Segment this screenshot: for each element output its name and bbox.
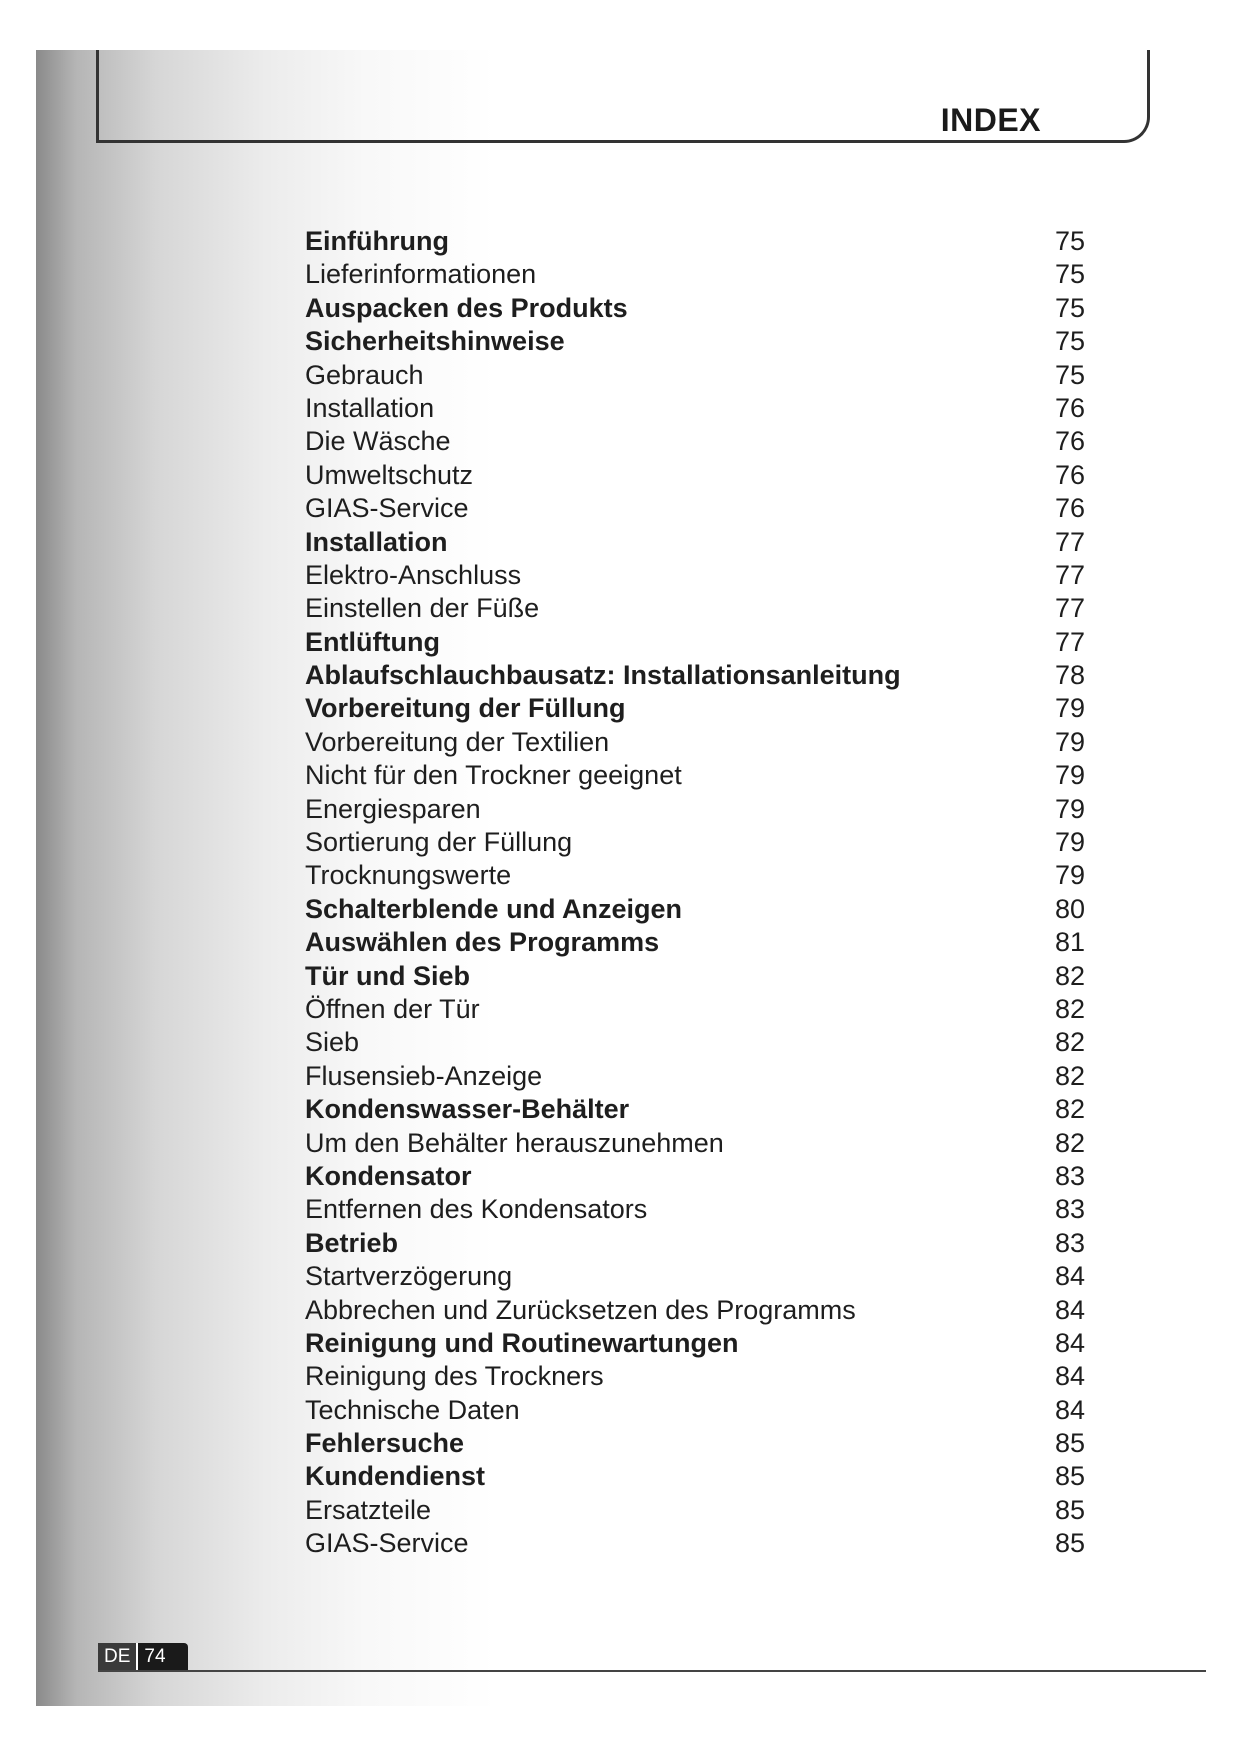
toc-entry-page: 75 [1054, 292, 1085, 323]
toc-entry[interactable] [305, 325, 1085, 358]
toc-entry[interactable] [305, 993, 1085, 1026]
toc-entry-page: 82 [1054, 960, 1085, 991]
toc-entry[interactable] [305, 1260, 1085, 1293]
toc-entry-title: Einstellen der Füße [305, 593, 540, 624]
toc-entry[interactable] [305, 1394, 1085, 1427]
toc-entry-title: Gebrauch [305, 359, 424, 390]
toc-entry-title: Sicherheitshinweise [305, 326, 565, 357]
toc-entry[interactable] [305, 258, 1085, 291]
toc-entry-title: Kundendienst [305, 1461, 485, 1492]
language-code: DE [98, 1643, 138, 1671]
toc-entry-page: 75 [1054, 259, 1085, 290]
toc-entry-page: 76 [1054, 459, 1085, 490]
toc-entry-title: Sieb [305, 1027, 360, 1058]
toc-entry[interactable] [305, 1460, 1085, 1493]
toc-entry[interactable] [305, 692, 1085, 725]
toc-entry-title: Betrieb [305, 1227, 399, 1258]
toc-entry[interactable] [305, 1227, 1085, 1260]
toc-entry[interactable] [305, 893, 1085, 926]
toc-entry-page: 77 [1054, 526, 1085, 557]
toc-entry-page: 76 [1054, 493, 1085, 524]
toc-entry-page: 76 [1054, 426, 1085, 457]
toc-entry-title: Kondenswasser-Behälter [305, 1094, 630, 1125]
toc-entry-page: 79 [1054, 793, 1085, 824]
toc-entry[interactable] [305, 559, 1085, 592]
toc-entry-title: Lieferinformationen [305, 259, 537, 290]
toc-entry-title: Installation [305, 392, 435, 423]
toc-entry-page: 85 [1054, 1461, 1085, 1492]
toc-entry[interactable] [305, 292, 1085, 325]
toc-entry-page: 84 [1054, 1294, 1085, 1325]
toc-entry-page: 85 [1054, 1494, 1085, 1525]
toc-entry[interactable] [305, 1360, 1085, 1393]
toc-entry-page: 77 [1054, 559, 1085, 590]
toc-entry-page: 82 [1054, 993, 1085, 1024]
toc-entry-page: 75 [1054, 326, 1085, 357]
toc-entry-page: 84 [1054, 1327, 1085, 1358]
toc-entry-title: Trocknungswerte [305, 860, 512, 891]
toc-entry-title: Energiesparen [305, 793, 481, 824]
toc-entry[interactable] [305, 726, 1085, 759]
toc-entry-title: Nicht für den Trockner geeignet [305, 760, 682, 791]
toc-entry[interactable] [305, 1327, 1085, 1360]
toc-entry-page: 84 [1054, 1361, 1085, 1392]
toc-entry-page: 75 [1054, 359, 1085, 390]
toc-entry-title: Schalterblende und Anzeigen [305, 893, 683, 924]
toc-entry-page: 83 [1054, 1227, 1085, 1258]
toc-entry-page: 82 [1054, 1127, 1085, 1158]
toc-entry[interactable] [305, 1093, 1085, 1126]
toc-entry-page: 79 [1054, 693, 1085, 724]
toc-entry-page: 80 [1054, 893, 1085, 924]
toc-entry-title: Sortierung der Füllung [305, 827, 573, 858]
toc-entry-title: GIAS-Service [305, 1528, 469, 1559]
toc-entry-title: Kondensator [305, 1160, 472, 1191]
toc-entry-title: Reinigung des Trockners [305, 1361, 604, 1392]
toc-entry-page: 83 [1054, 1160, 1085, 1191]
toc-entry[interactable] [305, 759, 1085, 792]
toc-entry-title: Startverzögerung [305, 1261, 513, 1292]
toc-entry[interactable] [305, 592, 1085, 625]
toc-entry-title: Fehlersuche [305, 1428, 465, 1459]
toc-entry[interactable] [305, 1427, 1085, 1460]
toc-entry-title: Tür und Sieb [305, 960, 470, 991]
toc-entry-title: Entlüftung [305, 626, 440, 657]
toc-entry[interactable] [305, 1127, 1085, 1160]
toc-entry-title: Öffnen der Tür [305, 993, 480, 1024]
toc-entry[interactable] [305, 1294, 1085, 1327]
page-number: 74 [144, 1646, 166, 1667]
toc-entry-title: Elektro-Anschluss [305, 559, 522, 590]
toc-entry[interactable] [305, 459, 1085, 492]
toc-entry-page: 84 [1054, 1394, 1085, 1425]
page-badge [98, 1643, 188, 1671]
toc-entry-page: 85 [1054, 1428, 1085, 1459]
toc-entry-page: 79 [1054, 726, 1085, 757]
footer-divider [98, 1670, 1206, 1672]
toc-entry-page: 82 [1054, 1094, 1085, 1125]
toc-entry[interactable] [305, 1160, 1085, 1193]
toc-entry[interactable] [305, 926, 1085, 959]
toc-entry-title: Die Wäsche [305, 426, 451, 457]
toc-entry-page: 79 [1054, 760, 1085, 791]
toc-entry-title: Ablaufschlauchbausatz: Installationsanleitung [305, 660, 901, 691]
toc-entry[interactable] [305, 526, 1085, 559]
toc-entry-title: Auswählen des Programms [305, 927, 660, 958]
toc-entry-title: Reinigung und Routinewartungen [305, 1327, 739, 1358]
toc-entry-page: 77 [1054, 593, 1085, 624]
toc-entry-page: 81 [1054, 927, 1085, 958]
toc-entry-title: Vorbereitung der Textilien [305, 726, 610, 757]
toc-entry-title: Technische Daten [305, 1394, 520, 1425]
toc-entry-page: 83 [1054, 1194, 1085, 1225]
toc-entry-title: Flusensieb-Anzeige [305, 1060, 543, 1091]
toc-entry-title: Installation [305, 526, 448, 557]
toc-entry[interactable] [305, 960, 1085, 993]
page-title: INDEX [940, 102, 1041, 138]
toc-entry[interactable] [305, 1527, 1085, 1560]
toc-entry[interactable] [305, 1193, 1085, 1226]
toc-entry-title: GIAS-Service [305, 493, 469, 524]
toc-entry-title: Auspacken des Produkts [305, 292, 628, 323]
toc-entry[interactable] [305, 659, 1085, 692]
toc-entry[interactable] [305, 492, 1085, 525]
toc-entry-page: 76 [1054, 392, 1085, 423]
toc-entry[interactable] [305, 626, 1085, 659]
toc-entry[interactable] [305, 359, 1085, 392]
toc-entry[interactable] [305, 1026, 1085, 1059]
toc-entry-page: 82 [1054, 1027, 1085, 1058]
toc-entry-title: Umweltschutz [305, 459, 474, 490]
toc-entry-page: 85 [1054, 1528, 1085, 1559]
toc-entry-title: Ersatzteile [305, 1494, 432, 1525]
table-of-contents [305, 225, 1085, 1561]
toc-entry[interactable] [305, 859, 1085, 892]
toc-entry-page: 78 [1054, 660, 1085, 691]
toc-entry-page: 79 [1054, 860, 1085, 891]
toc-entry[interactable] [305, 826, 1085, 859]
toc-entry-page: 75 [1054, 226, 1085, 256]
toc-entry-title: Um den Behälter herauszunehmen [305, 1127, 724, 1158]
toc-entry[interactable] [305, 425, 1085, 458]
toc-entry-page: 84 [1054, 1261, 1085, 1292]
toc-entry-title: Abbrechen und Zurücksetzen des Programms [305, 1294, 856, 1325]
toc-entry[interactable] [305, 1494, 1085, 1527]
toc-entry-page: 77 [1054, 626, 1085, 657]
toc-entry[interactable] [305, 1060, 1085, 1093]
toc-entry-title: Entfernen des Kondensators [305, 1194, 648, 1225]
toc-entry-title: Vorbereitung der Füllung [305, 693, 626, 724]
toc-entry-page: 79 [1054, 827, 1085, 858]
toc-entry-page: 82 [1054, 1060, 1085, 1091]
toc-entry[interactable] [305, 225, 1085, 258]
toc-entry-title: Einführung [305, 226, 449, 256]
toc-entry[interactable] [305, 392, 1085, 425]
toc-entry[interactable] [305, 793, 1085, 826]
